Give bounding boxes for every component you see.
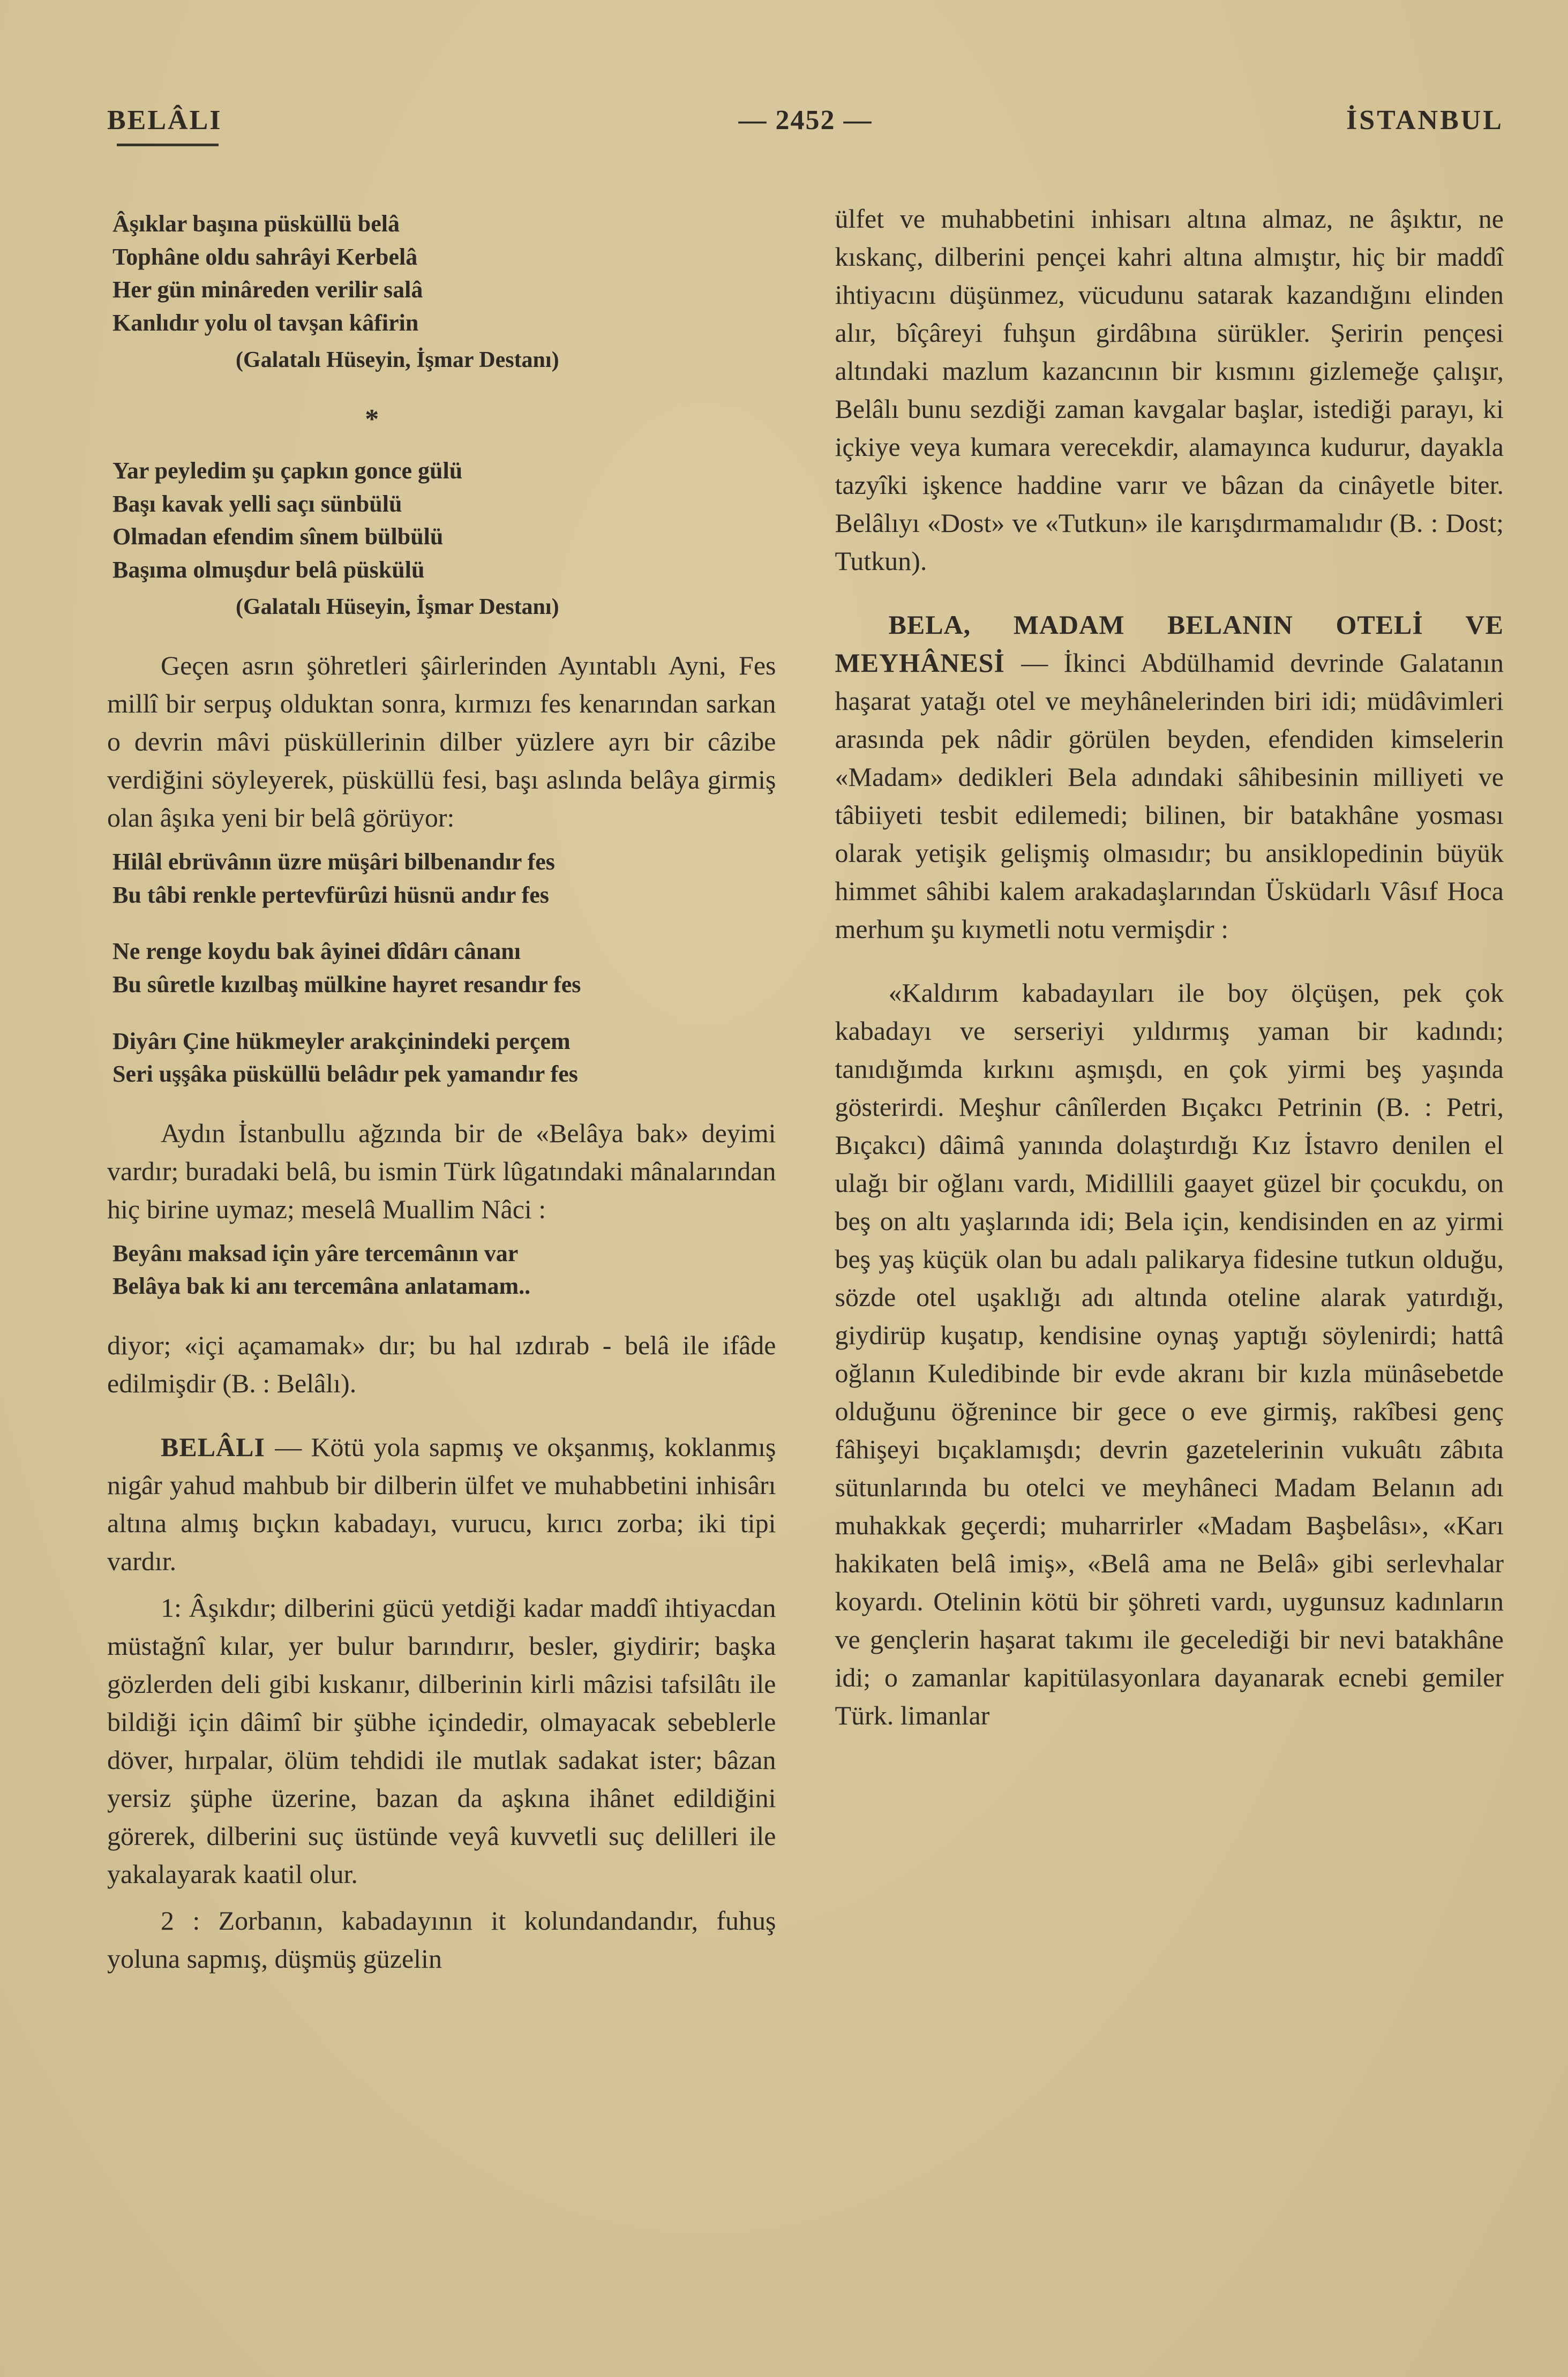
entry-title: BELA, MADAM BELANIN OTELİ VE MEYHÂNESİ bbox=[835, 610, 1504, 678]
right-column bbox=[835, 200, 1504, 1986]
paragraph: ülfet ve muhabbetini inhisarı altına almaz, ne âşıktır, ne kıskanç, dilberini pençei kahri altına almıştır, hiç bir maddî ihtiyacını düşünmez, vücudunu satarak kazandığını elinden alır, bîçâreyi fuhşun girdâbına sürükler. Şeririn pençesi altındaki mazlum kazancının bir kısmını gizlemeğe çalışır, Belâlı bunu sezdiği zaman kavgalar başlar, istediği parayı, ki içkiye veya kumara verecekdir, alamayınca kudurur, dayakla tazyîki işkence haddine varır ve bâzan da cinâyetle biter. Belâlıyı «Dost» ve «Tutkun» ile karışdırmamalıdır (B. : Dost; Tutkun). bbox=[835, 204, 1504, 576]
running-title-left-text: BELÂLI bbox=[107, 105, 222, 136]
poem-line: Ne renge koydu bak âyinei dîdârı cânanı bbox=[112, 938, 521, 965]
paragraph: diyor; «içi açamamak» dır; bu hal ızdırab - belâ ile ifâde edilmişdir (B. : Belâlı). bbox=[107, 1330, 776, 1398]
paragraph: 1: Âşıkdır; dilberini gücü yetdiği kadar maddî ihtiyacdan müstağnî kılar, yer bulur barındırır, besler, giydirir; başka gözlerden deli gibi kıskanır, dilberinin kirli mâzisi tafsilâtı ile bildiği için dâimî bir şübhe içindedir, olmayacak sebeblerle döver, hırpalar, ölüm tehdidi ile mutlak sadakat ister; bâzan yersiz şüphe üzerine, bazan da aşkına ihânet edildiğini görerek, dilberini suç üstünde veyâ kuvvetli suç delilleri ile yakalayarak kaatil olur. bbox=[107, 1592, 776, 1889]
left-column bbox=[107, 200, 776, 1986]
poem-line: Bu tâbi renkle pertevfürûzi hüsnü andır fes bbox=[112, 881, 549, 908]
poem-line: Belâya bak ki anı tercemâna anlatamam.. bbox=[112, 1273, 531, 1300]
page-header bbox=[107, 104, 1504, 146]
running-title-right: İSTANBUL bbox=[1346, 105, 1504, 136]
poem-line: Diyârı Çine hükmeyler arakçinindeki perçem bbox=[112, 1028, 571, 1054]
poem-line: Her gün minâreden verilir salâ bbox=[112, 276, 423, 303]
poem-attribution: (Galatalı Hüseyin, İşmar Destanı) bbox=[236, 595, 559, 620]
poem bbox=[112, 935, 776, 1001]
poem bbox=[112, 1237, 776, 1303]
poem-line: Başı kavak yelli saçı sünbülü bbox=[112, 490, 402, 517]
poem bbox=[112, 1025, 776, 1091]
poem-line: Beyânı maksad için yâre tercemânın var bbox=[112, 1240, 519, 1266]
entry-paragraph: BELÂLI — Kötü yola sapmış ve okşanmış, koklanmış nigâr yahud mahbub bir dilberin ülfet ve muhabbetini inhisârı altına almış bıçkın kabadayı, vurucu, kırıcı zorba; iki tipi vardır. bbox=[107, 1431, 776, 1576]
poem bbox=[112, 845, 776, 911]
text-columns bbox=[107, 200, 1504, 1986]
paragraph: Aydın İstanbullu ağzında bir de «Belâya bak» deyimi vardır; buradaki belâ, bu ismin Türk lûgatındaki mânalarından hiç birine uymaz; meselâ Muallim Nâci : bbox=[107, 1118, 776, 1224]
entry-paragraph: BELA, MADAM BELANIN OTELİ VE MEYHÂNESİ — İkinci Abdülhamid devrinde Galatanın haşarat yatağı otel ve meyhânelerinden biri idi; müdâvimleri arasında pek nâdir görülen beyden, efendiden kimselerin «Madam» dedikleri Bela adındaki sâhibesinin milliyeti ve tâbiiyeti tesbit edilemedi; bilinen, bir batakhâne yosması olarak yetişik gelişmiş olmasıdır; bu ansiklopedinin büyük himmet sâhibi kalem arakadaşlarından Üsküdarlı Vâsıf Hoca merhum şu kıymetli notu vermişdir : bbox=[835, 610, 1504, 944]
poem-line: Bu sûretle kızılbaş mülkine hayret resandır fes bbox=[112, 971, 581, 998]
paragraph: Geçen asrın şöhretleri şâirlerinden Ayıntablı Ayni, Fes millî bir serpuş olduktan sonra, kırmızı fes kenarından sarkan o devrin mâvi püsküllerinin dilber yüzlere ayrı bir câzibe verdiğini söyleyerek, püsküllü fesi, başı aslında belâya girmiş olan âşıka yeni bir belâ görüyor: bbox=[107, 650, 776, 833]
running-title-left bbox=[107, 104, 268, 146]
star-separator: * bbox=[365, 404, 379, 435]
page-number: — 2452 — bbox=[738, 105, 873, 136]
paragraph: «Kaldırım kabadayıları ile boy ölçüşen, pek çok kabadayı ve serseriyi yıldırmış yaman bir kadındı; tanıdığımda kırkını aşmışdı, en çok yirmi beş yaşında gösterirdi. Meşhur cânîlerden Bıçakcı Petrinin (B. : Petri, Bıçakcı) dâimâ yanında dolaştırdığı Kız İstavro denilen el ulağı bir oğlanı vardı, Midillili gaayet güzel bir çocukdu, on beş on altı yaşlarında idi; Bela için, kendisinden en az yirmi beş yaş küçük olan bu adalı palikarya fidesine tutkun olduğu, sözde otel uşaklığı adı altında oteline alarak yatırdığı, giydirüp kuşatıp, kendisine oynaş yaptığı söylenirdi; hattâ oğlanın Kuledibinde bir evde akranı bir kızla münâsebetde olduğunu öğrenince bir gece o eve girmiş, rakîbesi genç fâhişeyi bıçaklamışdı; devrin gazetelerinin vukuâtı zâbıta sütunlarında bu otelci ve meyhâneci Madam Belanın adı muhakkak geçerdi; muharrirler «Madam Başbelâsı», «Karı hakikaten belâ imiş», «Belâ ama ne Belâ» gibi serlevhalar koyardı. Otelinin kötü bir şöhreti vardı, uygunsuz kadınların ve gençlerin haşarat takımı ile gecelediği bir nevi batakhâne idi; o zamanlar kapitülasyonlara dayanarak ecnebi gemiler Türk. limanlar bbox=[835, 978, 1504, 1730]
poem-line: Hilâl ebrüvânın üzre müşâri bilbenandır fes bbox=[112, 849, 555, 875]
poem bbox=[112, 207, 776, 376]
poem-line: Başıma olmuşdur belâ püskülü bbox=[112, 556, 425, 583]
poem-line: Olmadan efendim sînem bülbülü bbox=[112, 523, 444, 550]
paragraph: 2 : Zorbanın, kabadayının it kolundandandır, fuhuş yoluna sapmış, düşmüş güzelin bbox=[107, 1905, 776, 1974]
poem-line: Yar peyledim şu çapkın gonce gülü bbox=[112, 458, 463, 484]
poem-line: Seri uşşâka püsküllü belâdır pek yamandır fes bbox=[112, 1061, 578, 1088]
poem bbox=[112, 454, 776, 623]
poem-line: Âşıklar başına püsküllü belâ bbox=[112, 211, 400, 237]
header-rule bbox=[117, 144, 219, 146]
poem-attribution: (Galatalı Hüseyin, İşmar Destanı) bbox=[236, 348, 559, 373]
poem-line: Tophâne oldu sahrâyi Kerbelâ bbox=[112, 243, 418, 270]
poem-line: Kanlıdır yolu ol tavşan kâfirin bbox=[112, 309, 419, 336]
entry-title: BELÂLI bbox=[161, 1431, 275, 1462]
